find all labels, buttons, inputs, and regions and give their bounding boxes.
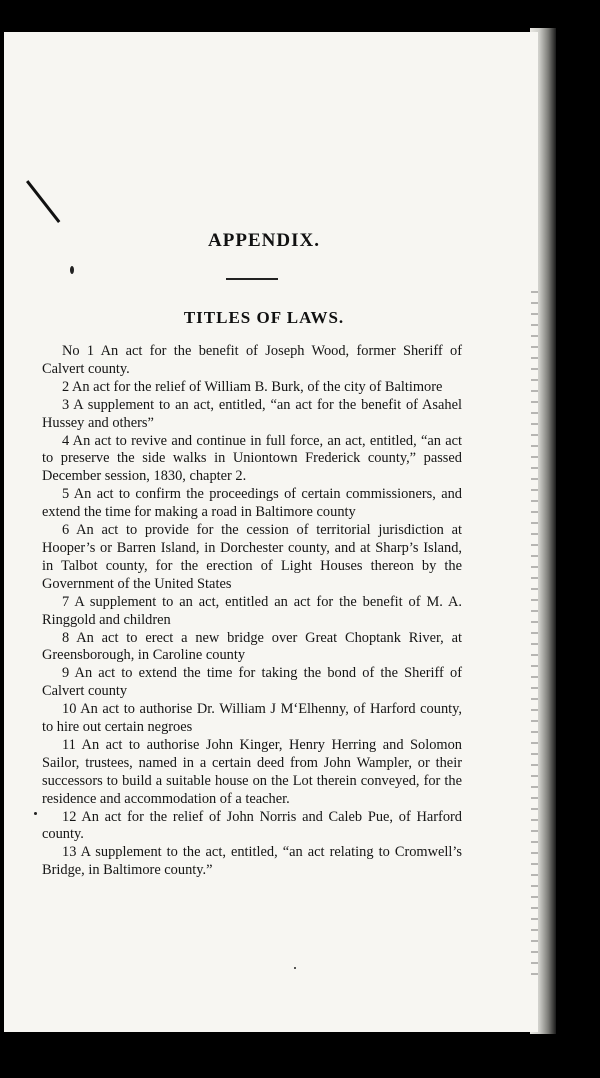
law-entry: 11 An act to authorise John Kinger, Henry Herring and Solomon Sailor, trustees, named in a certain deed from John Wampler, or their successors to build a suitable house on the Lot therein conveyed, for the residence and accommodation of a teacher.: [42, 736, 462, 807]
law-entry: 9 An act to extend the time for taking the bond of the Sheriff of Calvert county: [42, 665, 462, 700]
law-entry: 2 An act for the relief of William B. Burk, of the city of Baltimore: [62, 378, 443, 395]
scan-speck: [34, 812, 37, 815]
book-page: [4, 32, 538, 1032]
laws-list: [42, 343, 462, 880]
titles-of-laws-heading: TITLES OF LAWS.: [183, 308, 345, 327]
law-entry: No 1 An act for the benefit of Joseph Wood, former Sheriff of Calvert county.: [42, 343, 462, 377]
scan-speck: [294, 967, 296, 969]
law-entry: 3 A supplement to an act, entitled, “an act for the benefit of Asahel Hussey and others”: [42, 396, 462, 431]
gutter-shading: [531, 282, 538, 982]
law-entry: 8 An act to erect a new bridge over Great Choptank River, at Greensborough, in Caroline county: [42, 629, 462, 664]
heading-divider: [226, 278, 278, 280]
law-entry: 5 An act to confirm the proceedings of certain commissioners, and extend the time for making a road in Baltimore county: [42, 486, 462, 521]
appendix-heading: APPENDIX.: [208, 230, 320, 251]
law-entry: 12 An act for the relief of John Norris and Caleb Pue, of Harford county.: [42, 808, 462, 843]
scan-mark: [26, 180, 60, 223]
scan-speck: [70, 266, 74, 274]
law-entry: 7 A supplement to an act, entitled an act for the benefit of M. A. Ringgold and children: [42, 593, 462, 628]
law-entry: 10 An act to authorise Dr. William J M‘Elhenny, of Harford county, to hire out certain negroes: [42, 701, 462, 736]
law-entry: 13 A supplement to the act, entitled, “an act relating to Cromwell’s Bridge, in Baltimore county.”: [42, 844, 462, 879]
law-entry: 4 An act to revive and continue in full force, an act, entitled, “an act to preserve the side walks in Uniontown Frederick county,” passed December session, 1830, chapter 2.: [42, 432, 462, 485]
law-entry: 6 An act to provide for the cession of territorial jurisdiction at Hooper’s or Barren Island, in Dorchester county, and at Sharp’s Island, in Talbot county, for the erection of Light Houses thereon by the Government of the United States: [42, 522, 462, 592]
